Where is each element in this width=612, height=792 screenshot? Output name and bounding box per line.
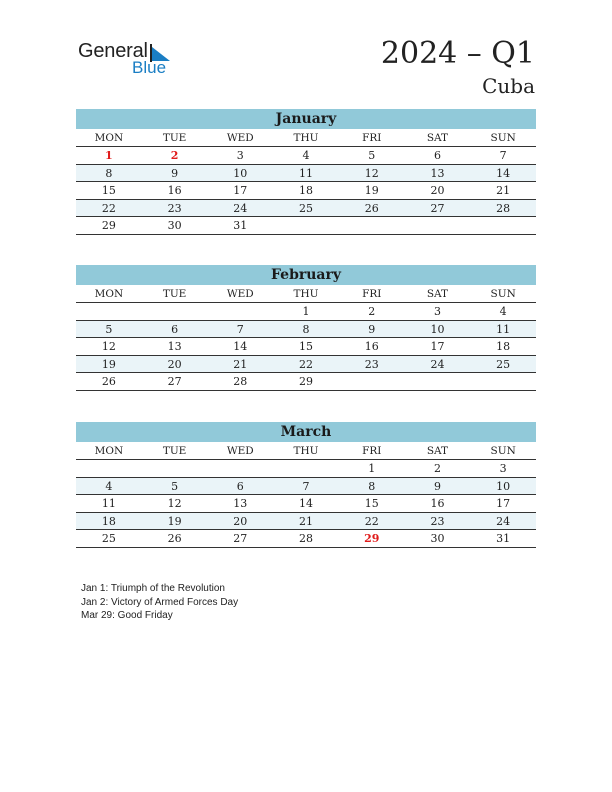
day-cell: 11 [496,322,511,336]
weekday-header: SAT [426,132,449,144]
weekday-header: SUN [490,288,516,300]
empty-day-cell [142,460,208,477]
day-cell: 14 [233,340,248,353]
day-cell: 20 [233,514,248,528]
holiday-note: Jan 1: Triumph of the Revolution [81,583,225,594]
logo-blue-text: Blue [132,58,167,77]
day-cell: 6 [236,479,244,493]
day-cell: 5 [368,149,376,162]
day-cell: 5 [171,479,179,493]
week-row [76,303,536,321]
weekday-header-row [76,285,536,303]
week-row [76,530,536,548]
day-cell: 9 [433,479,441,493]
day-cell: 4 [302,149,310,162]
week-row [76,460,536,478]
day-cell: 21 [233,357,248,371]
weekday-header-row [76,129,536,147]
week-row [76,373,536,391]
empty-day-cell [273,217,339,234]
day-cell: 24 [233,201,248,215]
day-cell: 16 [364,340,379,353]
day-cell: 18 [299,184,314,197]
day-cell: 27 [167,375,182,388]
day-cell: 26 [167,532,182,545]
day-cell: 22 [364,514,379,528]
day-cell: 4 [499,305,507,318]
week-row [76,182,536,200]
day-cell: 17 [233,184,248,197]
day-cell: 2 [368,305,376,318]
weekday-header: SAT [426,288,449,300]
day-cell: 4 [105,479,113,493]
day-cell: 15 [101,184,116,197]
holiday-note: Jan 2: Victory of Armed Forces Day [81,596,239,608]
day-cell: 15 [364,497,379,510]
empty-day-cell [405,217,471,234]
week-row [76,356,536,374]
day-cell: 28 [299,532,314,545]
weekday-header: THU [293,288,319,300]
day-cell: 30 [430,532,445,545]
logo [78,40,188,84]
week-row [76,147,536,165]
day-cell: 30 [167,219,182,232]
day-cell: 26 [364,201,379,215]
day-cell: 25 [101,532,116,545]
day-cell: 1 [105,149,113,162]
day-cell: 22 [299,357,314,371]
day-cell: 15 [299,340,314,353]
day-cell: 19 [364,184,379,197]
day-cell: 2 [433,462,441,475]
day-cell: 13 [430,166,445,180]
day-cell: 24 [496,514,511,528]
day-cell: 2 [170,149,179,162]
day-cell: 1 [302,305,310,318]
empty-day-cell [470,217,536,234]
day-cell: 25 [299,201,314,215]
weekday-header: FRI [362,288,382,300]
page-title: 2024 – Q1 [380,36,535,71]
day-cell: 7 [236,322,244,336]
weekday-header: WED [226,132,254,144]
weekday-header: SUN [490,132,516,144]
day-cell: 13 [233,497,248,510]
empty-day-cell [273,460,339,477]
weekday-header: WED [226,445,254,457]
month-march [76,422,536,548]
day-cell: 8 [302,322,310,336]
weekday-header-row [76,442,536,460]
day-cell: 11 [299,166,314,180]
day-cell: 11 [101,497,116,510]
week-row [76,495,536,513]
day-cell: 19 [167,514,182,528]
day-cell: 23 [364,357,379,371]
holiday-notes [81,582,238,623]
week-row [76,321,536,339]
day-cell: 8 [105,166,113,180]
week-row [76,217,536,235]
week-row [76,513,536,531]
weekday-header: MON [94,288,124,300]
day-cell: 6 [171,322,179,336]
empty-day-cell [76,303,142,320]
weekday-header: WED [226,288,254,300]
logo-general-text: General [78,40,148,62]
week-row [76,478,536,496]
holiday-note: Mar 29: Good Friday [81,610,173,621]
day-cell: 13 [167,340,182,353]
week-row [76,338,536,356]
weekday-header: MON [94,445,124,457]
day-cell: 17 [496,497,511,510]
day-cell: 7 [499,149,507,162]
weekday-header: FRI [362,132,382,144]
day-cell: 7 [302,479,310,493]
day-cell: 29 [364,532,380,545]
day-cell: 21 [299,514,314,528]
day-cell: 18 [496,340,511,353]
day-cell: 27 [233,532,248,545]
day-cell: 12 [101,340,116,353]
day-cell: 24 [430,357,445,371]
day-cell: 3 [236,149,244,162]
day-cell: 23 [167,201,182,215]
empty-day-cell [470,373,536,390]
day-cell: 29 [101,219,116,232]
day-cell: 10 [496,479,511,493]
day-cell: 20 [430,184,445,197]
day-cell: 6 [433,149,441,162]
day-cell: 28 [496,201,511,215]
day-cell: 16 [167,184,182,197]
day-cell: 31 [233,219,248,232]
day-cell: 9 [171,166,179,180]
day-cell: 14 [299,497,314,510]
day-cell: 22 [101,201,116,215]
day-cell: 10 [233,166,248,180]
weekday-header: TUE [162,445,187,457]
day-cell: 9 [368,322,376,336]
empty-day-cell [76,460,142,477]
day-cell: 12 [167,497,182,510]
day-cell: 5 [105,322,113,336]
day-cell: 21 [496,184,511,197]
country-name: Cuba [482,74,535,98]
month-february [76,265,536,391]
weekday-header: SUN [490,445,516,457]
empty-day-cell [207,460,273,477]
weekday-header: THU [293,445,319,457]
weekday-header: MON [94,132,124,144]
day-cell: 16 [430,497,445,510]
weekday-header: SAT [426,445,449,457]
week-row [76,165,536,183]
day-cell: 10 [430,322,445,336]
day-cell: 25 [496,357,511,371]
day-cell: 1 [368,462,376,475]
empty-day-cell [339,373,405,390]
weekday-header: FRI [362,445,382,457]
day-cell: 3 [499,462,507,475]
empty-day-cell [405,373,471,390]
day-cell: 19 [101,357,116,371]
day-cell: 23 [430,514,445,528]
week-row [76,200,536,218]
day-cell: 20 [167,357,182,371]
day-cell: 27 [430,201,445,215]
day-cell: 3 [433,305,441,318]
day-cell: 26 [101,375,116,388]
day-cell: 17 [430,340,445,353]
month-title: January [76,109,536,129]
empty-day-cell [207,303,273,320]
day-cell: 29 [299,375,314,388]
empty-day-cell [339,217,405,234]
weekday-header: TUE [162,132,187,144]
weekday-header: THU [293,132,319,144]
weekday-header: TUE [162,288,187,300]
day-cell: 12 [364,166,379,180]
day-cell: 14 [496,166,511,180]
month-title: March [76,422,536,442]
empty-day-cell [142,303,208,320]
day-cell: 28 [233,375,248,388]
day-cell: 18 [101,514,116,528]
day-cell: 31 [496,532,511,545]
day-cell: 8 [368,479,376,493]
month-january [76,109,536,235]
month-title: February [76,265,536,285]
